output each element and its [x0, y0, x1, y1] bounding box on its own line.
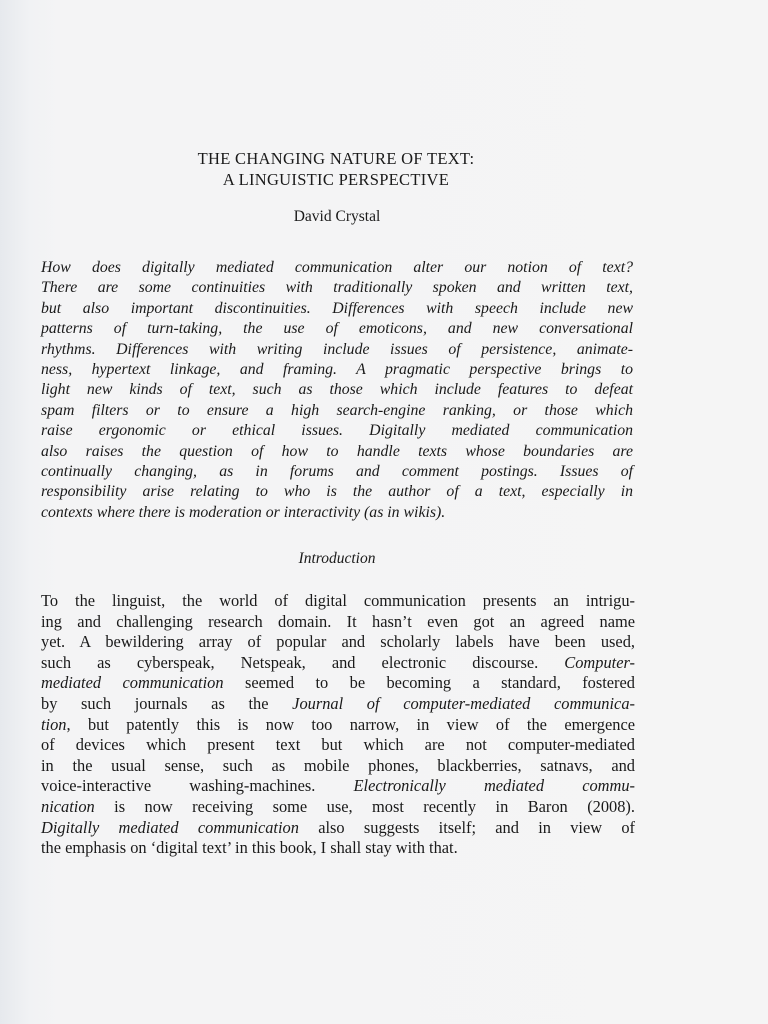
- body-italic-term: Digitally mediated communication: [41, 817, 299, 837]
- journal-title: tion: [41, 714, 67, 734]
- body-text: also suggests itself; and in view of: [318, 817, 635, 837]
- abstract-line: How does digitally mediated communication alter our notion of text?: [41, 259, 633, 276]
- abstract-line: contexts where there is moderation or interactivity (as in wikis).: [41, 503, 446, 521]
- body-text: voice-interactive washing-machines.: [41, 776, 316, 796]
- chapter-title: [0, 148, 672, 190]
- chapter-title-line-2: A LINGUISTIC PERSPECTIVE: [222, 170, 450, 189]
- abstract-line: continually changing, as in forums and comment postings. Issues of: [41, 463, 633, 481]
- abstract-line: responsibility arise relating to who is the author of a text, especially in: [41, 483, 633, 501]
- body-line: [41, 838, 635, 859]
- abstract-line: rhythms. Differences with writing include issues of persistence, animate-: [41, 340, 633, 358]
- body-text: ing and challenging research domain. It hasn’t even got an agreed name: [41, 611, 635, 631]
- body-line: [41, 612, 635, 633]
- body-line: [41, 632, 635, 653]
- body-line: [41, 591, 635, 612]
- body-line: [41, 776, 635, 797]
- body-text: yet. A bewildering array of popular and scholarly labels have been used,: [41, 632, 635, 652]
- abstract-line: light new kinds of text, such as those which include features to defeat: [41, 381, 633, 399]
- body-text: To the linguist, the world of digital communication presents an intrigu-: [41, 591, 635, 610]
- abstract: [41, 258, 633, 523]
- body-line: [41, 797, 635, 818]
- body-text: seemed to be becoming a standard, fostered: [244, 673, 635, 693]
- body-text: the emphasis on ‘digital text’ in this book, I shall stay with that.: [41, 838, 458, 858]
- body-line: [41, 715, 635, 736]
- section-heading-introduction: Introduction: [298, 550, 376, 567]
- body-italic-term: Electronically mediated commu-: [353, 776, 635, 796]
- body-line: [41, 673, 635, 694]
- body-italic-term: Computer-: [564, 652, 635, 672]
- body-line: [41, 735, 635, 756]
- body-italic-term: nication: [41, 796, 95, 816]
- body-italic-term: mediated communication: [41, 673, 224, 693]
- abstract-line: spam filters or to ensure a high search-engine ranking, or those which: [41, 401, 633, 419]
- body-text: by such journals as the: [41, 693, 269, 713]
- journal-title: Journal of computer-mediated communica-: [292, 693, 635, 713]
- abstract-line: There are some continuities with traditionally spoken and written text,: [41, 279, 633, 297]
- abstract-line: ness, hypertext linkage, and framing. A pragmatic perspective brings to: [41, 361, 633, 379]
- body-text: in the usual sense, such as mobile phones, blackberries, satnavs, and: [41, 755, 635, 775]
- abstract-line: patterns of turn-taking, the use of emoticons, and new conversational: [41, 320, 633, 338]
- author-name: David Crystal: [293, 208, 381, 225]
- abstract-line: also raises the question of how to handle texts whose boundaries are: [41, 442, 633, 460]
- body-text: is now receiving some use, most recently in Baron (2008).: [114, 796, 635, 816]
- body-paragraph: [41, 591, 635, 859]
- body-text: , but patently this is now too narrow, in view of the emergence: [66, 714, 635, 734]
- body-text: of devices which present text but which are not computer-mediated: [41, 735, 635, 755]
- body-line: [41, 694, 635, 715]
- body-text: such as cyberspeak, Netspeak, and electronic discourse.: [41, 652, 539, 672]
- abstract-line: but also important discontinuities. Differences with speech include new: [41, 299, 633, 317]
- body-line: [41, 653, 635, 674]
- abstract-line: raise ergonomic or ethical issues. Digitally mediated communication: [41, 422, 633, 440]
- body-line: [41, 756, 635, 777]
- body-line: [41, 818, 635, 839]
- chapter-title-line-1: THE CHANGING NATURE OF TEXT:: [197, 149, 475, 168]
